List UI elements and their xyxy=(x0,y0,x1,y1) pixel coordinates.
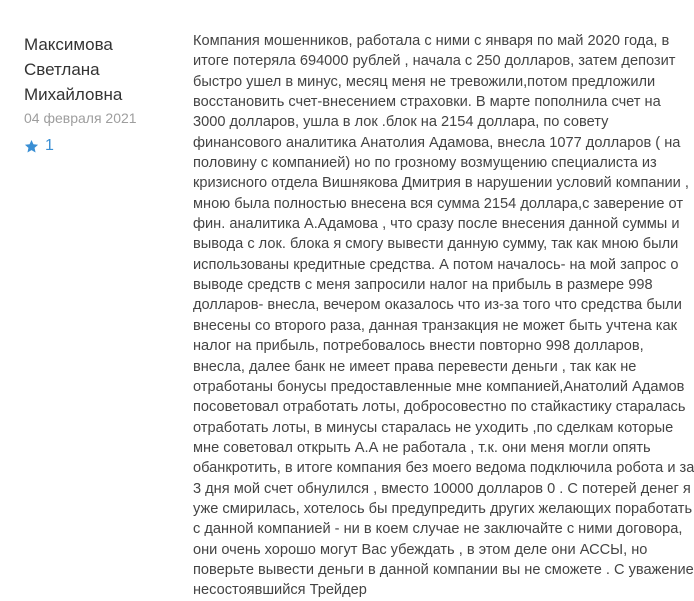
review-text-line: внесены со второго раза, данная транзакция не может быть учтена как xyxy=(193,317,678,334)
review-text-line: с данной компанией - ни в коем случае не заключайте с ними договора, xyxy=(193,521,683,538)
author-name-line: Светлана xyxy=(24,60,100,79)
review-text-line: они очень хорошо могут Вас убеждать , в этом деле они АССЫ, но xyxy=(193,541,648,558)
rating[interactable] xyxy=(24,136,174,156)
review-text-line: уже смирилась, хотелось бы предупредить других желающих поработать xyxy=(193,500,693,517)
author-name-line: Максимова xyxy=(24,35,113,54)
review-text-line: фин. аналитика А.Адамова , что сразу после внесения данной суммы и xyxy=(193,216,680,233)
review-text-line: половину с компанией) но по грозному возмущению специалиста из xyxy=(193,155,657,172)
review-text-line: внесла, далее банк не имеет права перевести деньги , так как не xyxy=(193,358,637,375)
review-text-line: восстановить счет-внесением страховки. В марте пополнила счет на xyxy=(193,94,661,111)
review-text-line: выводе средств с меня запросили налог на прибыль в размере 998 xyxy=(193,277,653,294)
review-text-line: обанкротить, в итоге компания без моего ведома подключила робота и за xyxy=(193,460,694,477)
review-text-line: посоветовал отработать лоты, добросовестно по стайкастику старалась xyxy=(193,399,686,416)
review-text-line: отработаны бонусы предоставленные мне компанией,Анатолий Адамов xyxy=(193,378,685,395)
review-text-line: быстро ушел в минус, месяц меня не тревожили,потом предложили xyxy=(193,73,656,90)
review-text-line: кризисного отдела Вишнякова Дмитрия в нарушении условий компании , xyxy=(193,175,689,192)
review-text-line: использованы кредитные средства. А потом началось- на мой запрос о xyxy=(193,256,679,273)
review-text-line: несостоявшийся Трейдер xyxy=(193,582,367,599)
review-date: 04 февраля 2021 xyxy=(24,110,137,126)
review-text-line: 3 дня мой счет обнулился , вместо 10000 долларов 0 . С потерей денег я xyxy=(193,480,691,497)
author-name xyxy=(24,32,174,107)
review-text-line: поверьте вывести деньги в данной компании вы не сможете . С уважение xyxy=(193,561,694,578)
review-text-line: Компания мошенников, работала с ними с января по май 2020 года, в xyxy=(193,33,670,49)
review-text-line: итоге потеряла 694000 рублей , начала с 250 долларов, затем депозит xyxy=(193,53,676,70)
review-text-line: финансового аналитика Анатолия Адамова, внесла 1077 долларов ( на xyxy=(193,134,681,151)
review-text-line: налог на прибыль, потребовалось внести повторно 998 долларов, xyxy=(193,338,644,355)
author-block xyxy=(24,32,174,156)
review-text-line: долларов- внесла, вечером оказалось что из-за того что средства были xyxy=(193,297,682,314)
rating-value: 1 xyxy=(45,137,54,154)
review-text-line: мне советовал открыть А.А не работала , т.к. они меня могли опять xyxy=(193,439,651,456)
star-icon xyxy=(24,139,39,154)
review-text-line: мною была полностью внесена вся сумма 2154 доллара,с заверение от xyxy=(193,195,684,212)
review-text-line: отработать лоты, в минусы старалась не уходить ,по сделкам которые xyxy=(193,419,674,436)
review-text xyxy=(193,31,694,601)
review-text-line: вывода с лок. блока я смогу вывести данную сумму, так как мною были xyxy=(193,236,679,253)
review-text-line: 3000 долларов, ушла в лок .блок на 2154 доллара, по совету xyxy=(193,114,609,131)
author-name-line: Михайловна xyxy=(24,85,123,104)
